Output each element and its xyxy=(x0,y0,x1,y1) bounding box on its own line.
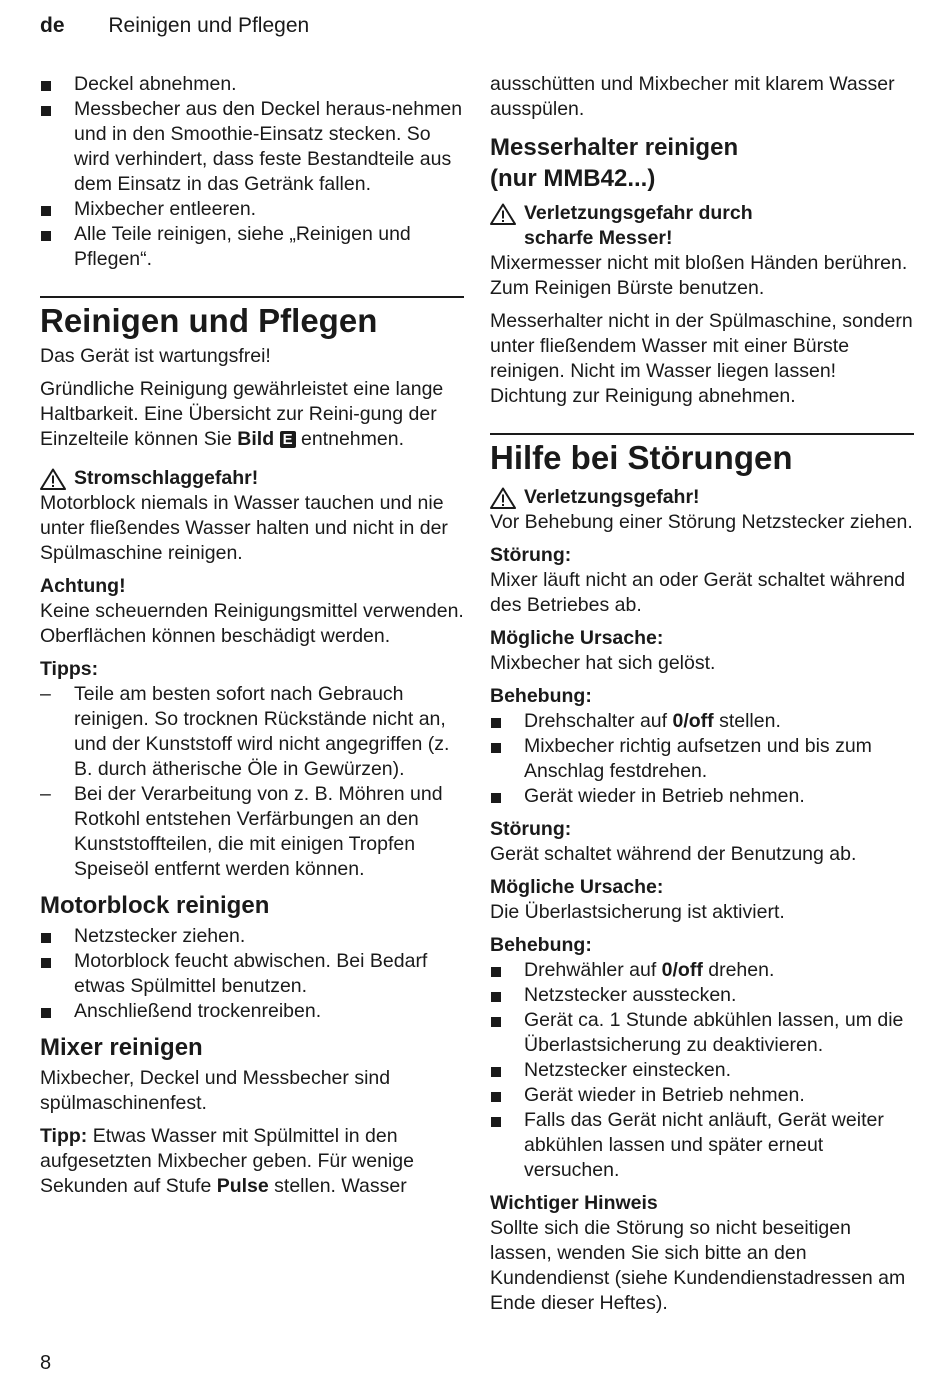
list-item: – Teile am besten sofort nach Gebrauch reinigen. So trocknen Rückstände nicht an, und der Kunststoff wird nicht angegriffen (z. B. durch ätherische Öle in Gewürzen). xyxy=(40,682,464,782)
cause-label: Mögliche Ursache: xyxy=(490,627,664,649)
remedy-label: Behebung: xyxy=(490,685,592,707)
section-title-cleaning: Reinigen und Pflegen xyxy=(40,296,464,340)
warning-triangle-icon xyxy=(490,203,516,225)
section-title-troubleshooting: Hilfe bei Störungen xyxy=(490,433,914,477)
list-item: Netzstecker ziehen. xyxy=(40,924,464,949)
list-item: Netzstecker einstecken. xyxy=(490,1058,914,1083)
paragraph: ausschütten und Mixbecher mit klarem Wasser ausspülen. xyxy=(490,73,895,120)
page-header xyxy=(40,14,309,38)
list-item: Drehschalter auf 0/off stellen. xyxy=(490,709,914,734)
subheading-motor: Motorblock reinigen xyxy=(40,892,270,919)
paragraph: Das Gerät ist wartungsfrei! xyxy=(40,345,271,367)
remedy-list xyxy=(490,709,914,809)
paragraph: Gründliche Reinigung gewährleistet eine lange Haltbarkeit. Eine Übersicht zur Reini-gung der Einzelteile können Sie Bild E entnehmen. xyxy=(40,378,444,450)
list-item: Deckel abnehmen. xyxy=(40,72,464,97)
fault-text: Mixer läuft nicht an oder Gerät schaltet während des Betriebes ab. xyxy=(490,569,906,616)
remedy-label: Behebung: xyxy=(490,934,592,956)
language-code: de xyxy=(40,14,65,37)
figure-label-box: E xyxy=(280,431,296,448)
list-item: Mixbecher richtig aufsetzen und bis zum Anschlag festdrehen. xyxy=(490,734,914,784)
warning-text: Mixermesser nicht mit bloßen Händen berühren. Zum Reinigen Bürste benutzen. xyxy=(490,252,908,299)
list-item: Falls das Gerät nicht anläuft, Gerät weiter abkühlen lassen und später erneut versuchen. xyxy=(490,1108,914,1183)
subheading-knife-holder: Messerhalter reinigen (nur MMB42...) xyxy=(490,134,739,192)
motor-list xyxy=(40,924,464,1024)
warning-heading: Verletzungsgefahr durch scharfe Messer! xyxy=(490,201,804,251)
tips-label: Tipps: xyxy=(40,658,99,680)
list-item: Netzstecker ausstecken. xyxy=(490,983,914,1008)
header-title: Reinigen und Pflegen xyxy=(108,14,310,37)
list-item: Gerät wieder in Betrieb nehmen. xyxy=(490,1083,914,1108)
list-item: Mixbecher entleeren. xyxy=(40,197,464,222)
paragraph: Messerhalter nicht in der Spülmaschine, sondern unter fließendem Wasser mit einer Bürste reinigen. Nicht im Wasser liegen lassen! Dichtung zur Reinigung abnehmen. xyxy=(490,310,913,407)
important-note-text: Sollte sich die Störung so nicht beseitigen lassen, wenden Sie sich bitte an den Kundendienst (siehe Kundendienstadressen am Ende dieser Heftes). xyxy=(490,1217,906,1314)
tips-list xyxy=(40,682,464,882)
list-item: Gerät ca. 1 Stunde abkühlen lassen, um die Überlastsicherung zu deaktivieren. xyxy=(490,1008,914,1058)
tip-paragraph: Tipp: Etwas Wasser mit Spülmittel in den aufgesetzten Mixbecher geben. Für wenige Sekunden auf Stufe Pulse stellen. Wasser xyxy=(40,1125,414,1197)
warning-text: Motorblock niemals in Wasser tauchen und nie unter fließendes Wasser halten und nicht in der Spülmaschine reinigen. xyxy=(40,492,448,564)
list-item: Messbecher aus den Deckel heraus-nehmen und in den Smoothie-Einsatz stecken. So wird verhindert, dass feste Bestandteile aus dem Einsatz in das Getränk fallen. xyxy=(40,97,464,197)
cause-text: Die Überlastsicherung ist aktiviert. xyxy=(490,901,785,923)
important-note-label: Wichtiger Hinweis xyxy=(490,1192,658,1214)
subheading-mixer: Mixer reinigen xyxy=(40,1034,203,1061)
list-item: Anschließend trockenreiben. xyxy=(40,999,464,1024)
remedy-list xyxy=(490,958,914,1183)
warning-heading: Verletzungsgefahr! xyxy=(490,485,914,510)
page-number: 8 xyxy=(40,1352,52,1374)
warning-triangle-icon xyxy=(490,487,516,509)
fault-label: Störung: xyxy=(490,818,572,840)
paragraph: Mixbecher, Deckel und Messbecher sind spülmaschinenfest. xyxy=(40,1067,391,1114)
caution-text: Keine scheuernden Reinigungsmittel verwenden. Oberflächen können beschädigt werden. xyxy=(40,600,464,647)
list-item: Drehwähler auf 0/off drehen. xyxy=(490,958,914,983)
caution-label: Achtung! xyxy=(40,575,126,597)
list-item: Gerät wieder in Betrieb nehmen. xyxy=(490,784,914,809)
list-item: Alle Teile reinigen, siehe „Reinigen und Pflegen“. xyxy=(40,222,464,272)
cause-label: Mögliche Ursache: xyxy=(490,876,664,898)
warning-triangle-icon xyxy=(40,468,66,490)
cause-text: Mixbecher hat sich gelöst. xyxy=(490,652,716,674)
fault-label: Störung: xyxy=(490,544,572,566)
right-column xyxy=(490,72,914,1324)
warning-heading: Stromschlaggefahr! xyxy=(40,466,464,491)
warning-text: Vor Behebung einer Störung Netzstecker ziehen. xyxy=(490,511,913,533)
left-column xyxy=(40,72,464,1207)
fault-text: Gerät schaltet während der Benutzung ab. xyxy=(490,843,857,865)
list-item: – Bei der Verarbeitung von z. B. Möhren und Rotkohl entstehen Verfärbungen an den Kunststoffteilen, die mit einigen Tropfen Speiseöl entfernt werden können. xyxy=(40,782,464,882)
intro-list xyxy=(40,72,464,272)
list-item: Motorblock feucht abwischen. Bei Bedarf etwas Spülmittel benutzen. xyxy=(40,949,464,999)
